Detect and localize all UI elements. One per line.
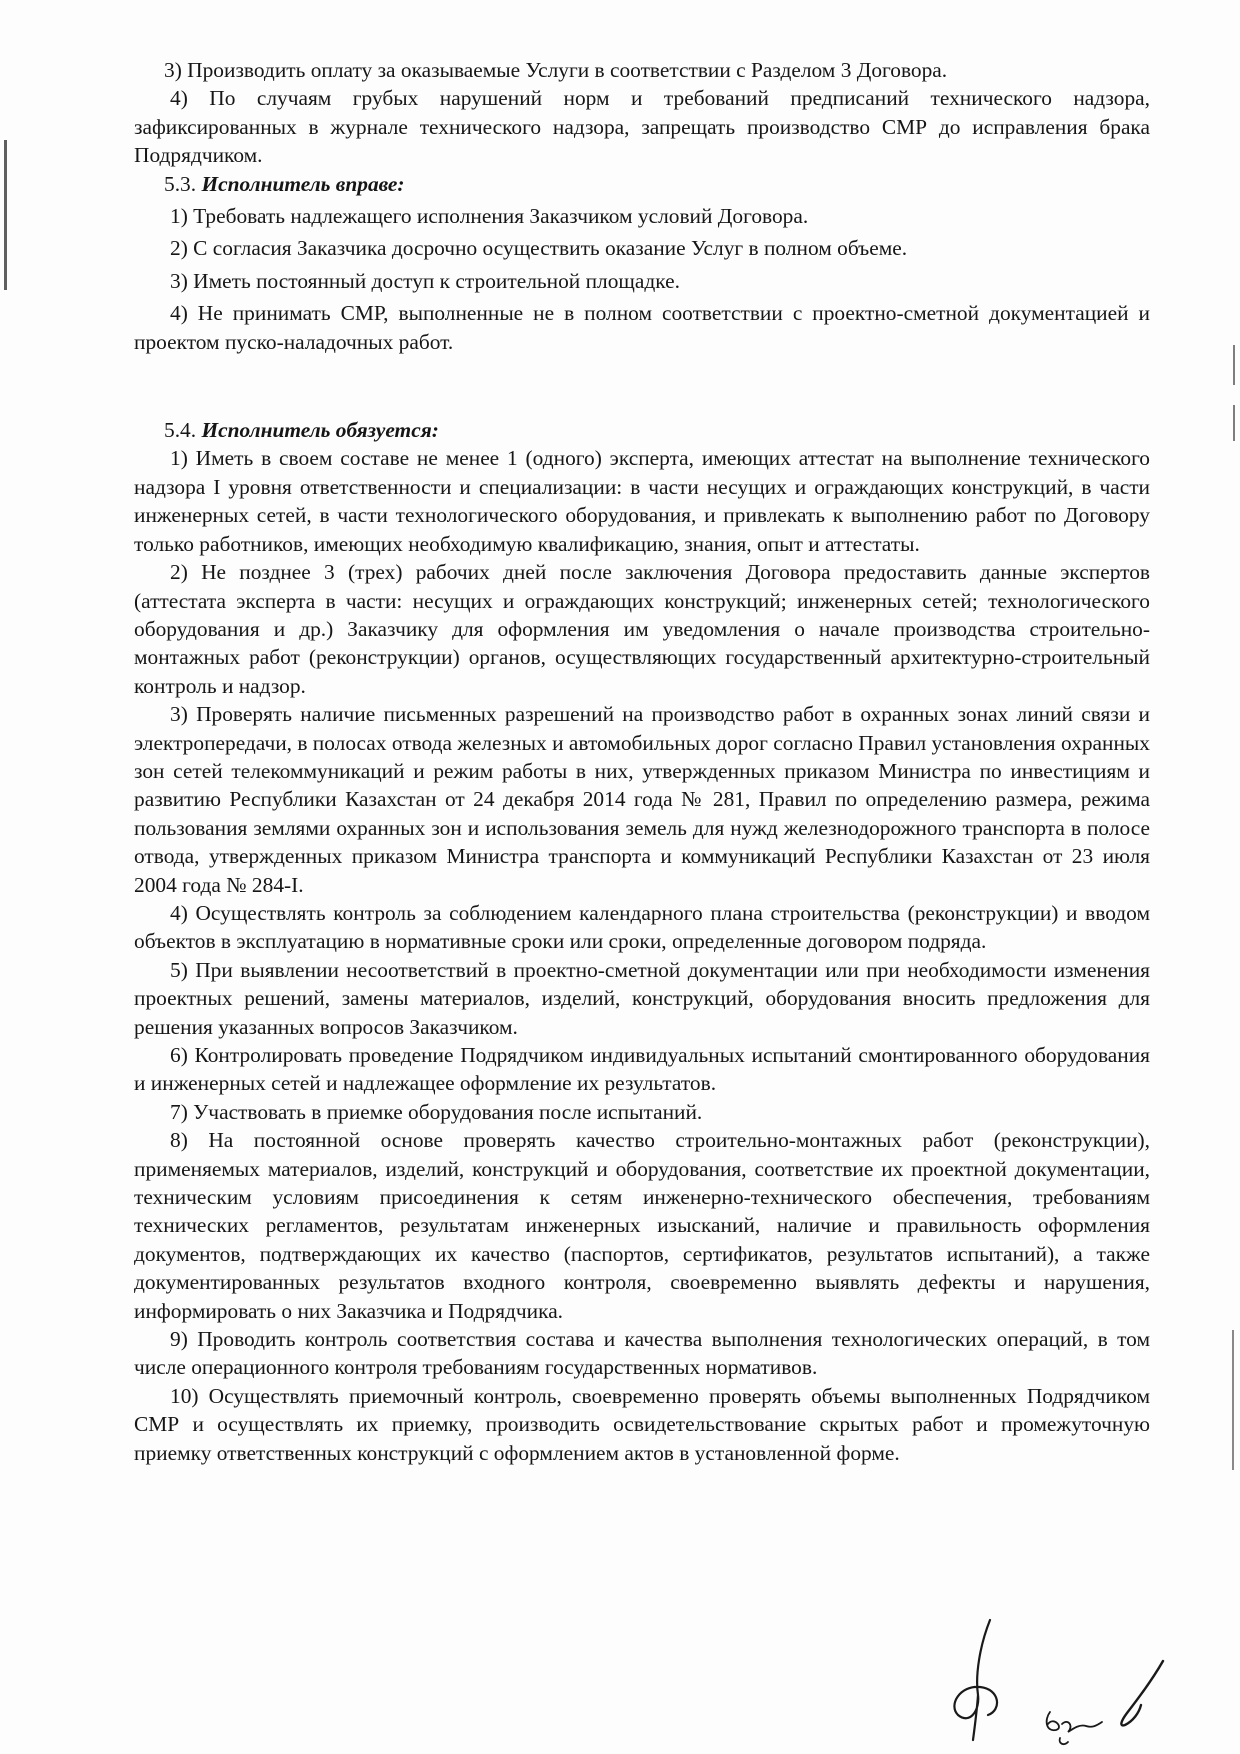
list-item: 2) С согласия Заказчика досрочно осуществить оказание Услуг в полном объеме.	[170, 236, 908, 261]
document-body	[134, 56, 1150, 1467]
scan-artifact	[1233, 345, 1235, 385]
list-item: 6) Контролировать проведение Подрядчиком индивидуальных испытаний смонтированного оборудования и инженерных сетей и надлежащее оформление их результатов.	[134, 1043, 1150, 1096]
list-item: 10) Осуществлять приемочный контроль, своевременно проверять объемы выполненных Подрядчиком СМР и осуществлять их приемку, производить освидетельствование скрытых работ и промежуточную приемку ответственных конструкций с оформлением актов в установленной форме.	[134, 1383, 1150, 1465]
scan-artifact	[1232, 1330, 1234, 1470]
list-item: 8) На постоянной основе проверять качество строительно-монтажных работ (реконструкции), применяемых материалов, изделий, конструкций и оборудования, соответствие их проектной документации, техническим условиям присоединения к сетям инженерно-технического обеспечения, требованиям технических регламентов, результатам инженерных изысканий, наличие и правильность оформления документов, подтверждающих их качество (паспортов, сертификатов, результатов испытаний), а также документированных результатов входного контроля, своевременно выявлять дефекты и нарушения, информировать о них Заказчика и Подрядчика.	[134, 1128, 1150, 1323]
signature-3	[1115, 1655, 1175, 1735]
list-item: 2) Не позднее 3 (трех) рабочих дней после заключения Договора предоставить данные экспертов (аттестата эксперта в части: несущих и ограждающих конструкций; инженерных сетей; технологического оборудования и др.) Заказчику для оформления им уведомления о начале производства строительно-монтажных работ (реконструкции) органов, осуществляющих государственный архитектурно-строительный контроль и надзор.	[134, 560, 1150, 698]
list-item: 9) Проводить контроль соответствия состава и качества выполнения технологических операций, в том числе операционного контроля требованиям государственных нормативов.	[134, 1327, 1150, 1380]
list-item: 5) При выявлении несоответствий в проектно-сметной документации или при необходимости изменения проектных решений, замены материалов, изделий, конструкций, оборудования вносить предложения для решения указанных вопросов Заказчиком.	[134, 957, 1150, 1039]
section-heading-5-4	[134, 416, 1150, 444]
list-item: 3) Проверять наличие письменных разрешений на производство работ в охранных зонах линий связи и электропередачи, в полосах отвода железных и автомобильных дорог согласно Правил установления охранных зон сетей телекоммуникаций и режим работы в них, утвержденных приказом Министра по инвестициям и развитию Республики Казахстан от 24 декабря 2014 года № 281, Правил по определению размера, режима пользования землями охранных зон и использования земель для нужд железнодорожного транспорта в полосе отвода, утвержденных приказом Министра транспорта и коммуникаций Республики Казахстан от 23 июля 2004 года № 284-I.	[134, 702, 1151, 897]
scan-artifact	[4, 140, 7, 290]
scan-artifact	[1233, 405, 1235, 441]
section-number: 5.3.	[164, 171, 202, 196]
list-item: 4) Не принимать СМР, выполненные не в полном соответствии с проектно-сметной документацией и проектом пуско-наладочных работ.	[134, 301, 1150, 354]
section-title: Исполнитель вправе:	[201, 171, 405, 196]
list-item: 7) Участвовать в приемке оборудования после испытаний.	[170, 1099, 703, 1124]
signature-2	[1040, 1700, 1110, 1750]
section-number: 5.4.	[164, 418, 202, 443]
list-item: 4) По случаям грубых нарушений норм и требований предписаний технического надзора, зафиксированных в журнале технического надзора, запрещать производство СМР до исправления брака Подрядчиком.	[134, 86, 1150, 168]
list-item: 1) Требовать надлежащего исполнения Заказчиком условий Договора.	[170, 204, 809, 229]
section-heading-5-3	[134, 170, 1150, 198]
section-title: Исполнитель обязуется:	[201, 418, 439, 443]
signature-1	[940, 1615, 1030, 1745]
list-item: 3) Иметь постоянный доступ к строительной площадке.	[170, 268, 680, 293]
list-item: 4) Осуществлять контроль за соблюдением календарного плана строительства (реконструкции) и вводом объектов в эксплуатацию в нормативные сроки или сроки, определенные договором подряда.	[134, 900, 1150, 954]
list-item: 1) Иметь в своем составе не менее 1 (одного) эксперта, имеющих аттестат на выполнение технического надзора I уровня ответственности и специализации: в части несущих и ограждающих конструкций, в части инженерных сетей, в части технологического оборудования, и привлекать к выполнению работ по Договору только работников, имеющих необходимую квалификацию, знания, опыт и аттестаты.	[134, 446, 1150, 556]
list-item: 3) Производить оплату за оказываемые Услуги в соответствии с Разделом 3 Договора.	[164, 58, 948, 82]
